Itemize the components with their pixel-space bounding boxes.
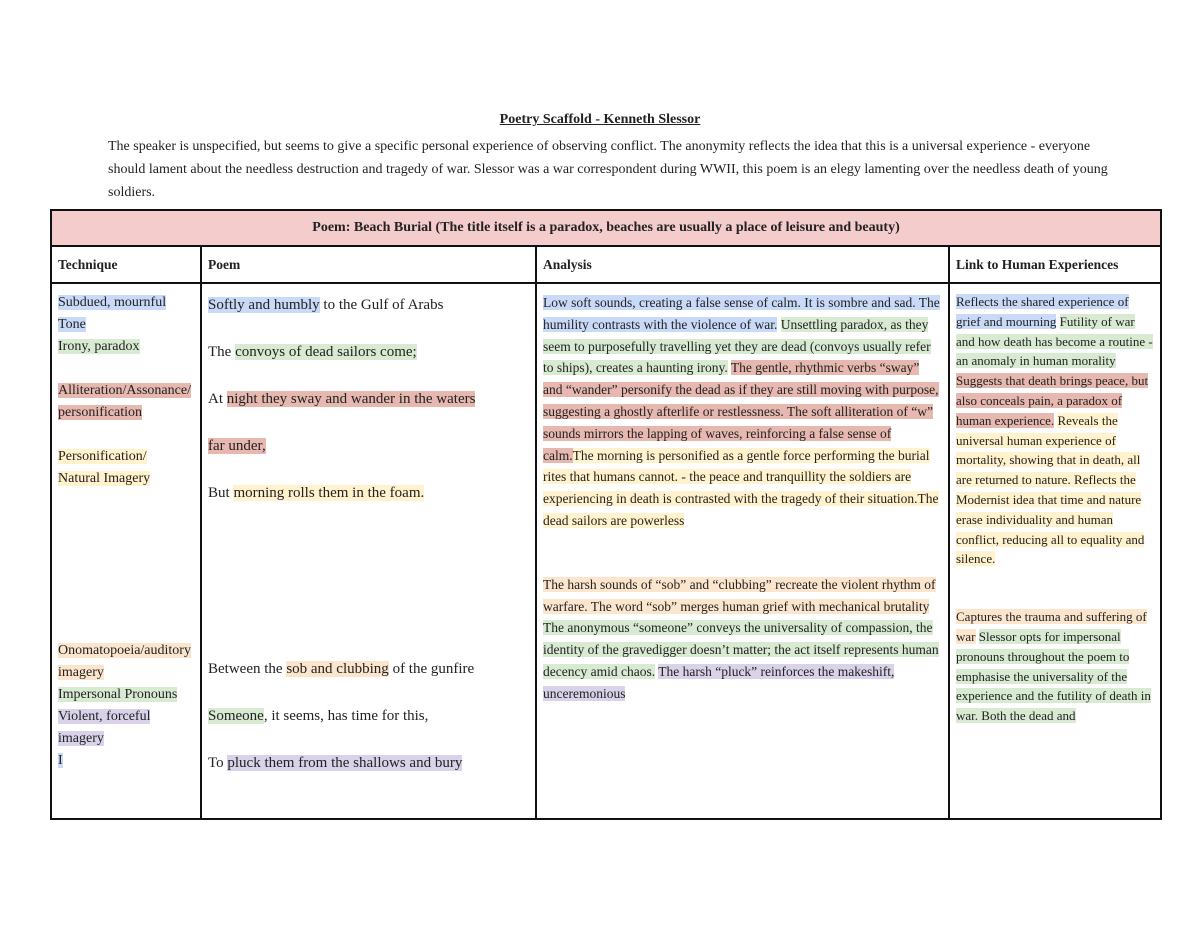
poem-text: , it seems, has time for this, bbox=[263, 708, 429, 724]
technique-item: I bbox=[58, 753, 63, 768]
header-technique: Technique bbox=[51, 246, 201, 283]
poem-highlight: Someone bbox=[208, 708, 264, 724]
technique-item: Irony, paradox bbox=[58, 339, 140, 354]
poem-text: of the gunfire bbox=[388, 661, 475, 677]
poem-text: to the Gulf of Arabs bbox=[319, 297, 444, 313]
technique-item: Natural Imagery bbox=[58, 471, 151, 486]
link-text: Reveals the universal human experience of mortality, showing that in death, all are returned to nature. Reflects the Modernist idea that time and nature erase individuality and human conflict, reducing all to equality and silence. bbox=[956, 412, 1145, 567]
analysis-text: Unsettling paradox, as they seem to purposefully travelling yet they are dead (convoys usually refer to ships), creates a haunting irony. bbox=[543, 316, 931, 376]
analysis-cell bbox=[536, 283, 949, 819]
analysis-text: The morning is personified as a gentle force performing the burial rites that humans cannot. - the peace and tranquillity the soldiers are experiencing in death is contrasted with the tragedy of their situation.The dead sailors are powerless bbox=[543, 447, 939, 528]
poem-highlight: Softly and humbly bbox=[208, 297, 320, 313]
analysis-text: Low soft sounds, creating a false sense of calm. It is sombre and sad. The humility contrasts with the violence of war. bbox=[543, 295, 940, 332]
poem-text: The bbox=[208, 344, 236, 360]
technique-item: Impersonal Pronouns bbox=[58, 687, 178, 702]
poem-title: Poem: Beach Burial (The title itself is a paradox, beaches are usually a place of leisure and beauty) bbox=[51, 210, 1161, 246]
poem-cell bbox=[201, 283, 536, 819]
technique-item: Subdued, mournful Tone bbox=[58, 295, 167, 332]
header-link: Link to Human Experiences bbox=[949, 246, 1161, 283]
header-poem: Poem bbox=[201, 246, 536, 283]
poem-highlight: pluck them from the shallows and bury bbox=[227, 755, 463, 771]
analysis-text: The harsh sounds of “sob” and “clubbing” recreate the violent rhythm of warfare. The word “sob” merges human grief with mechanical brutality bbox=[543, 576, 936, 614]
technique-item: Onomatopoeia/auditory imagery bbox=[58, 643, 191, 680]
link-text: Reflects the shared experience of grief and mourning bbox=[956, 294, 1129, 329]
poem-text: But bbox=[208, 485, 234, 501]
link-text: Futility of war and how death has become a routine - an anomaly in human morality bbox=[956, 313, 1153, 369]
header-analysis: Analysis bbox=[536, 246, 949, 283]
technique-item: Violent, forceful imagery bbox=[58, 709, 151, 746]
poem-highlight: night they sway and wander in the waters bbox=[226, 391, 476, 407]
poem-text: Between the bbox=[208, 661, 287, 677]
scaffold-table bbox=[50, 209, 1162, 820]
poem-highlight: sob and clubbing bbox=[286, 661, 389, 677]
link-cell bbox=[949, 283, 1161, 819]
analysis-text: The anonymous “someone” conveys the universality of compassion, the identity of the gravedigger doesn’t matter; the act itself represents human decency amid chaos. bbox=[543, 620, 939, 679]
poem-title-row bbox=[51, 210, 1161, 246]
body-row bbox=[51, 283, 1161, 819]
poem-highlight: far under, bbox=[208, 438, 266, 454]
poem-highlight: morning rolls them in the foam. bbox=[233, 485, 425, 501]
technique-item: Personification/ bbox=[58, 449, 147, 464]
link-text: Slessor opts for impersonal pronouns throughout the poem to emphasise the universality of the experience and the futility of death in war. Both the dead and bbox=[956, 628, 1151, 724]
poem-text: To bbox=[208, 755, 228, 771]
link-text: Suggests that death brings peace, but also conceals pain, a paradox of human experience. bbox=[956, 373, 1149, 428]
link-text: Captures the trauma and suffering of war bbox=[956, 609, 1147, 644]
analysis-text: The harsh “pluck” reinforces the makeshift, unceremonious bbox=[543, 663, 895, 701]
poem-highlight: convoys of dead sailors come; bbox=[235, 344, 417, 360]
analysis-text: The gentle, rhythmic verbs “sway” and “wander” personify the dead as if they are still moving with purpose, suggesting a ghostly afterlife or restlessness. The soft alliteration of “w” sounds mirrors the lapping of waves, reinforcing a false sense of calm. bbox=[543, 360, 939, 463]
technique-cell bbox=[51, 283, 201, 819]
intro-paragraph: The speaker is unspecified, but seems to give a specific personal experience of observing conflict. The anonymity reflects the idea that this is a universal experience - everyone should lament about the needless destruction and tragedy of war. Slessor was a war correspondent during WWII, this poem is an elegy lamenting over the needless death of young soldiers. bbox=[108, 139, 1108, 200]
header-row bbox=[51, 246, 1161, 283]
technique-item: Alliteration/Assonance/personification bbox=[58, 383, 191, 420]
poem-text: At bbox=[208, 391, 227, 407]
document-title: Poetry Scaffold - Kenneth Slessor bbox=[499, 112, 701, 127]
